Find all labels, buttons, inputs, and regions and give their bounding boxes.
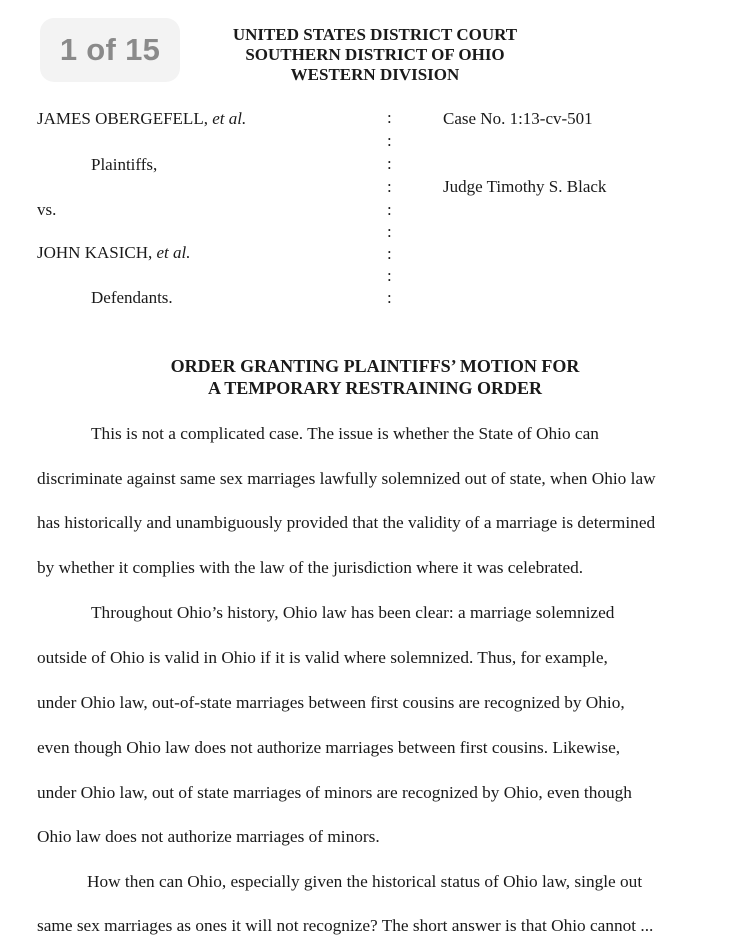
colon-mark: : [387,288,392,307]
colon-mark: : [387,108,392,127]
defendants-label: Defendants. [91,288,173,307]
colon-mark: : [387,222,392,241]
body-line: outside of Ohio is valid in Ohio if it is valid where solemnized. Thus, for example, [37,648,608,667]
colon-mark: : [387,131,392,150]
plaintiff-party [37,109,246,129]
colon-mark: : [387,244,392,263]
defendant-party [37,243,190,263]
page-indicator-badge: 1 of 15 [40,18,180,82]
body-line: even though Ohio law does not authorize marriages between first cousins. Likewise, [37,738,621,757]
body-line: Throughout Ohio’s history, Ohio law has been clear: a marriage solemnized [91,603,615,622]
order-title [0,355,750,399]
plaintiff-name: JAMES OBERGEFELL, [37,109,208,128]
body-line: How then can Ohio, especially given the historical status of Ohio law, single out [87,872,643,891]
court-district: SOUTHERN DISTRICT OF OHIO [245,45,505,64]
body-line: Ohio law does not authorize marriages of minors. [37,827,380,846]
body-line: discriminate against same sex marriages lawfully solemnized out of state, when Ohio law [37,469,656,488]
versus-label: vs. [37,200,57,219]
body-line: by whether it complies with the law of the jurisdiction where it was celebrated. [37,558,584,577]
colon-mark: : [387,266,392,285]
body-line: under Ohio law, out of state marriages of minors are recognized by Ohio, even though [37,783,632,802]
court-header [0,25,750,85]
colon-mark: : [387,154,392,173]
case-number: Case No. 1:13-cv-501 [443,109,593,128]
defendant-etal: et al. [156,243,191,262]
court-name: UNITED STATES DISTRICT COURT [232,25,518,44]
body-line: has historically and unambiguously provided that the validity of a marriage is determined [37,513,656,532]
defendant-name: JOHN KASICH, [37,243,153,262]
colon-mark: : [387,177,392,196]
plaintiff-etal: et al. [212,109,247,128]
body-line: same sex marriages as ones it will not recognize? The short answer is that Ohio cannot ... [37,916,654,935]
body-line: This is not a complicated case. The issue is whether the State of Ohio can [91,424,599,443]
court-division: WESTERN DIVISION [290,65,460,84]
order-title-line: ORDER GRANTING PLAINTIFFS’ MOTION FOR [170,356,580,376]
plaintiffs-label: Plaintiffs, [91,155,158,174]
judge-name: Judge Timothy S. Black [443,177,607,196]
order-title-line: A TEMPORARY RESTRAINING ORDER [208,378,542,398]
colon-mark: : [387,200,392,219]
body-line: under Ohio law, out-of-state marriages between first cousins are recognized by Ohio, [37,693,625,712]
